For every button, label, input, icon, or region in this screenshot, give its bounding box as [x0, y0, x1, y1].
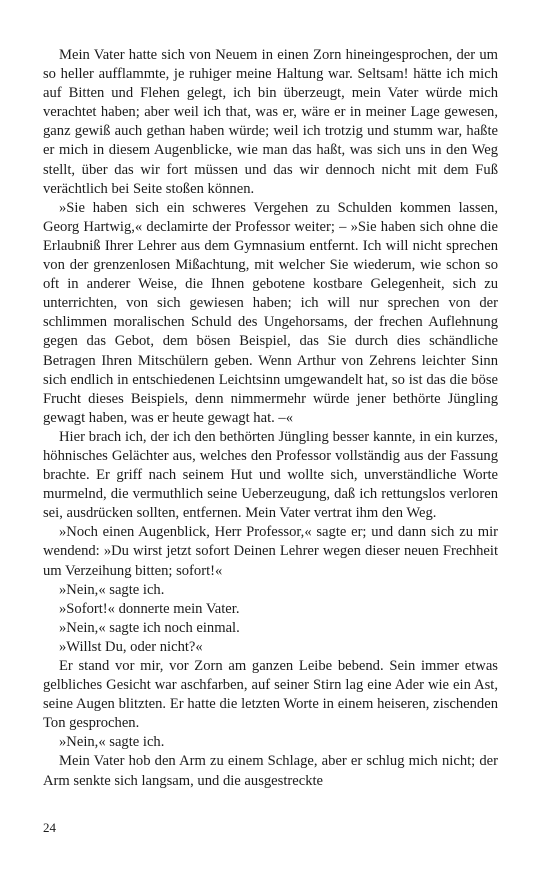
paragraph-7: »Nein,« sagte ich noch einmal.: [59, 619, 240, 636]
paragraph-1: Mein Vater hatte sich von Neuem in einen Zorn hineingesprochen, der um so heller aufflammte, je ruhiger meine Haltung war. Seltsam! hätte ich mich auf Bitten und Flehen gelegt, ich bin überzeugt, mein Vater würde mich verachtet haben; aber weil ich that, was er, wäre er in meiner Lage gewesen, ganz gewiß auch gethan haben würde; weil ich trotzig und stumm war, haßte er mich in diesem Augenblicke, wie man das haßt, was sich uns in den Weg stellt, über das wir fort müssen und das wir dennoch nicht mit dem Fuß verächtlich bei Seite stoßen können.: [43, 47, 498, 197]
paragraph-3: Hier brach ich, der ich den bethörten Jüngling besser kannte, in ein kurzes, höhnisches Gelächter aus, welches den Professor vollständig aus der Fassung brachte. Er griff nach seinem Hut und wollte sich, unverständliche Worte murmelnd, die vermuthlich seine Ueberzeugung, daß ich rettungslos verloren sei, ausdrücken sollten, entfernen. Mein Vater vertrat ihm den Weg.: [43, 428, 498, 522]
body-text: [43, 46, 498, 791]
paragraph-5: »Nein,« sagte ich.: [59, 581, 165, 598]
paragraph-11: Mein Vater hob den Arm zu einem Schlage, aber er schlug mich nicht; der Arm senkte sich langsam, und die ausgestreckte: [43, 753, 498, 789]
paragraph-9: Er stand vor mir, vor Zorn am ganzen Leibe bebend. Sein immer etwas gelbliches Gesicht war aschfarben, auf seiner Stirn lag eine Ader wie ein Ast, seine Augen blitzten. Er hatte die letzten Worte in einem heiseren, zischenden Ton gesprochen.: [43, 658, 498, 732]
paragraph-10: »Nein,« sagte ich.: [59, 734, 165, 751]
paragraph-6: »Sofort!« donnerte mein Vater.: [59, 600, 240, 617]
paragraph-4: »Noch einen Augenblick, Herr Professor,« sagte er; und dann sich zu mir wendend: »Du wirst jetzt sofort Deinen Lehrer wegen dieser neuen Frechheit um Verzeihung bitten; sofort!«: [43, 524, 498, 579]
paragraph-8: »Willst Du, oder nicht?«: [59, 638, 203, 655]
paragraph-2: »Sie haben sich ein schweres Vergehen zu Schulden kommen lassen, Georg Hartwig,« declamirte der Professor weiter; – »Sie haben sich ohne die Erlaubniß Ihrer Lehrer aus dem Gymnasium entfernt. Ich will nicht sprechen von der grenzenlosen Mißachtung, mit welcher Sie wiederum, wie schon so oft in anderer Weise, die Ihnen gebotene kostbare Gelegenheit, sich zu unterrichten, von sich gewiesen haben; ich will nur sprechen von der schlimmen moralischen Schuld des Ungehorsams, der frechen Auflehnung gegen das Gebot, dem bösen Beispiel, das Sie durch dies schändliche Betragen Ihren Mitschülern geben. Wenn Arthur von Zehrens leichter Sinn sich endlich in entschiedenen Leichtsinn umgewandelt hat, so ist das die böse Frucht dieses Beispiels, denn nimmermehr würde jener bethörte Jüngling gewagt haben, was er heute gewagt hat. –«: [43, 199, 498, 426]
page-number: 24: [43, 820, 56, 835]
